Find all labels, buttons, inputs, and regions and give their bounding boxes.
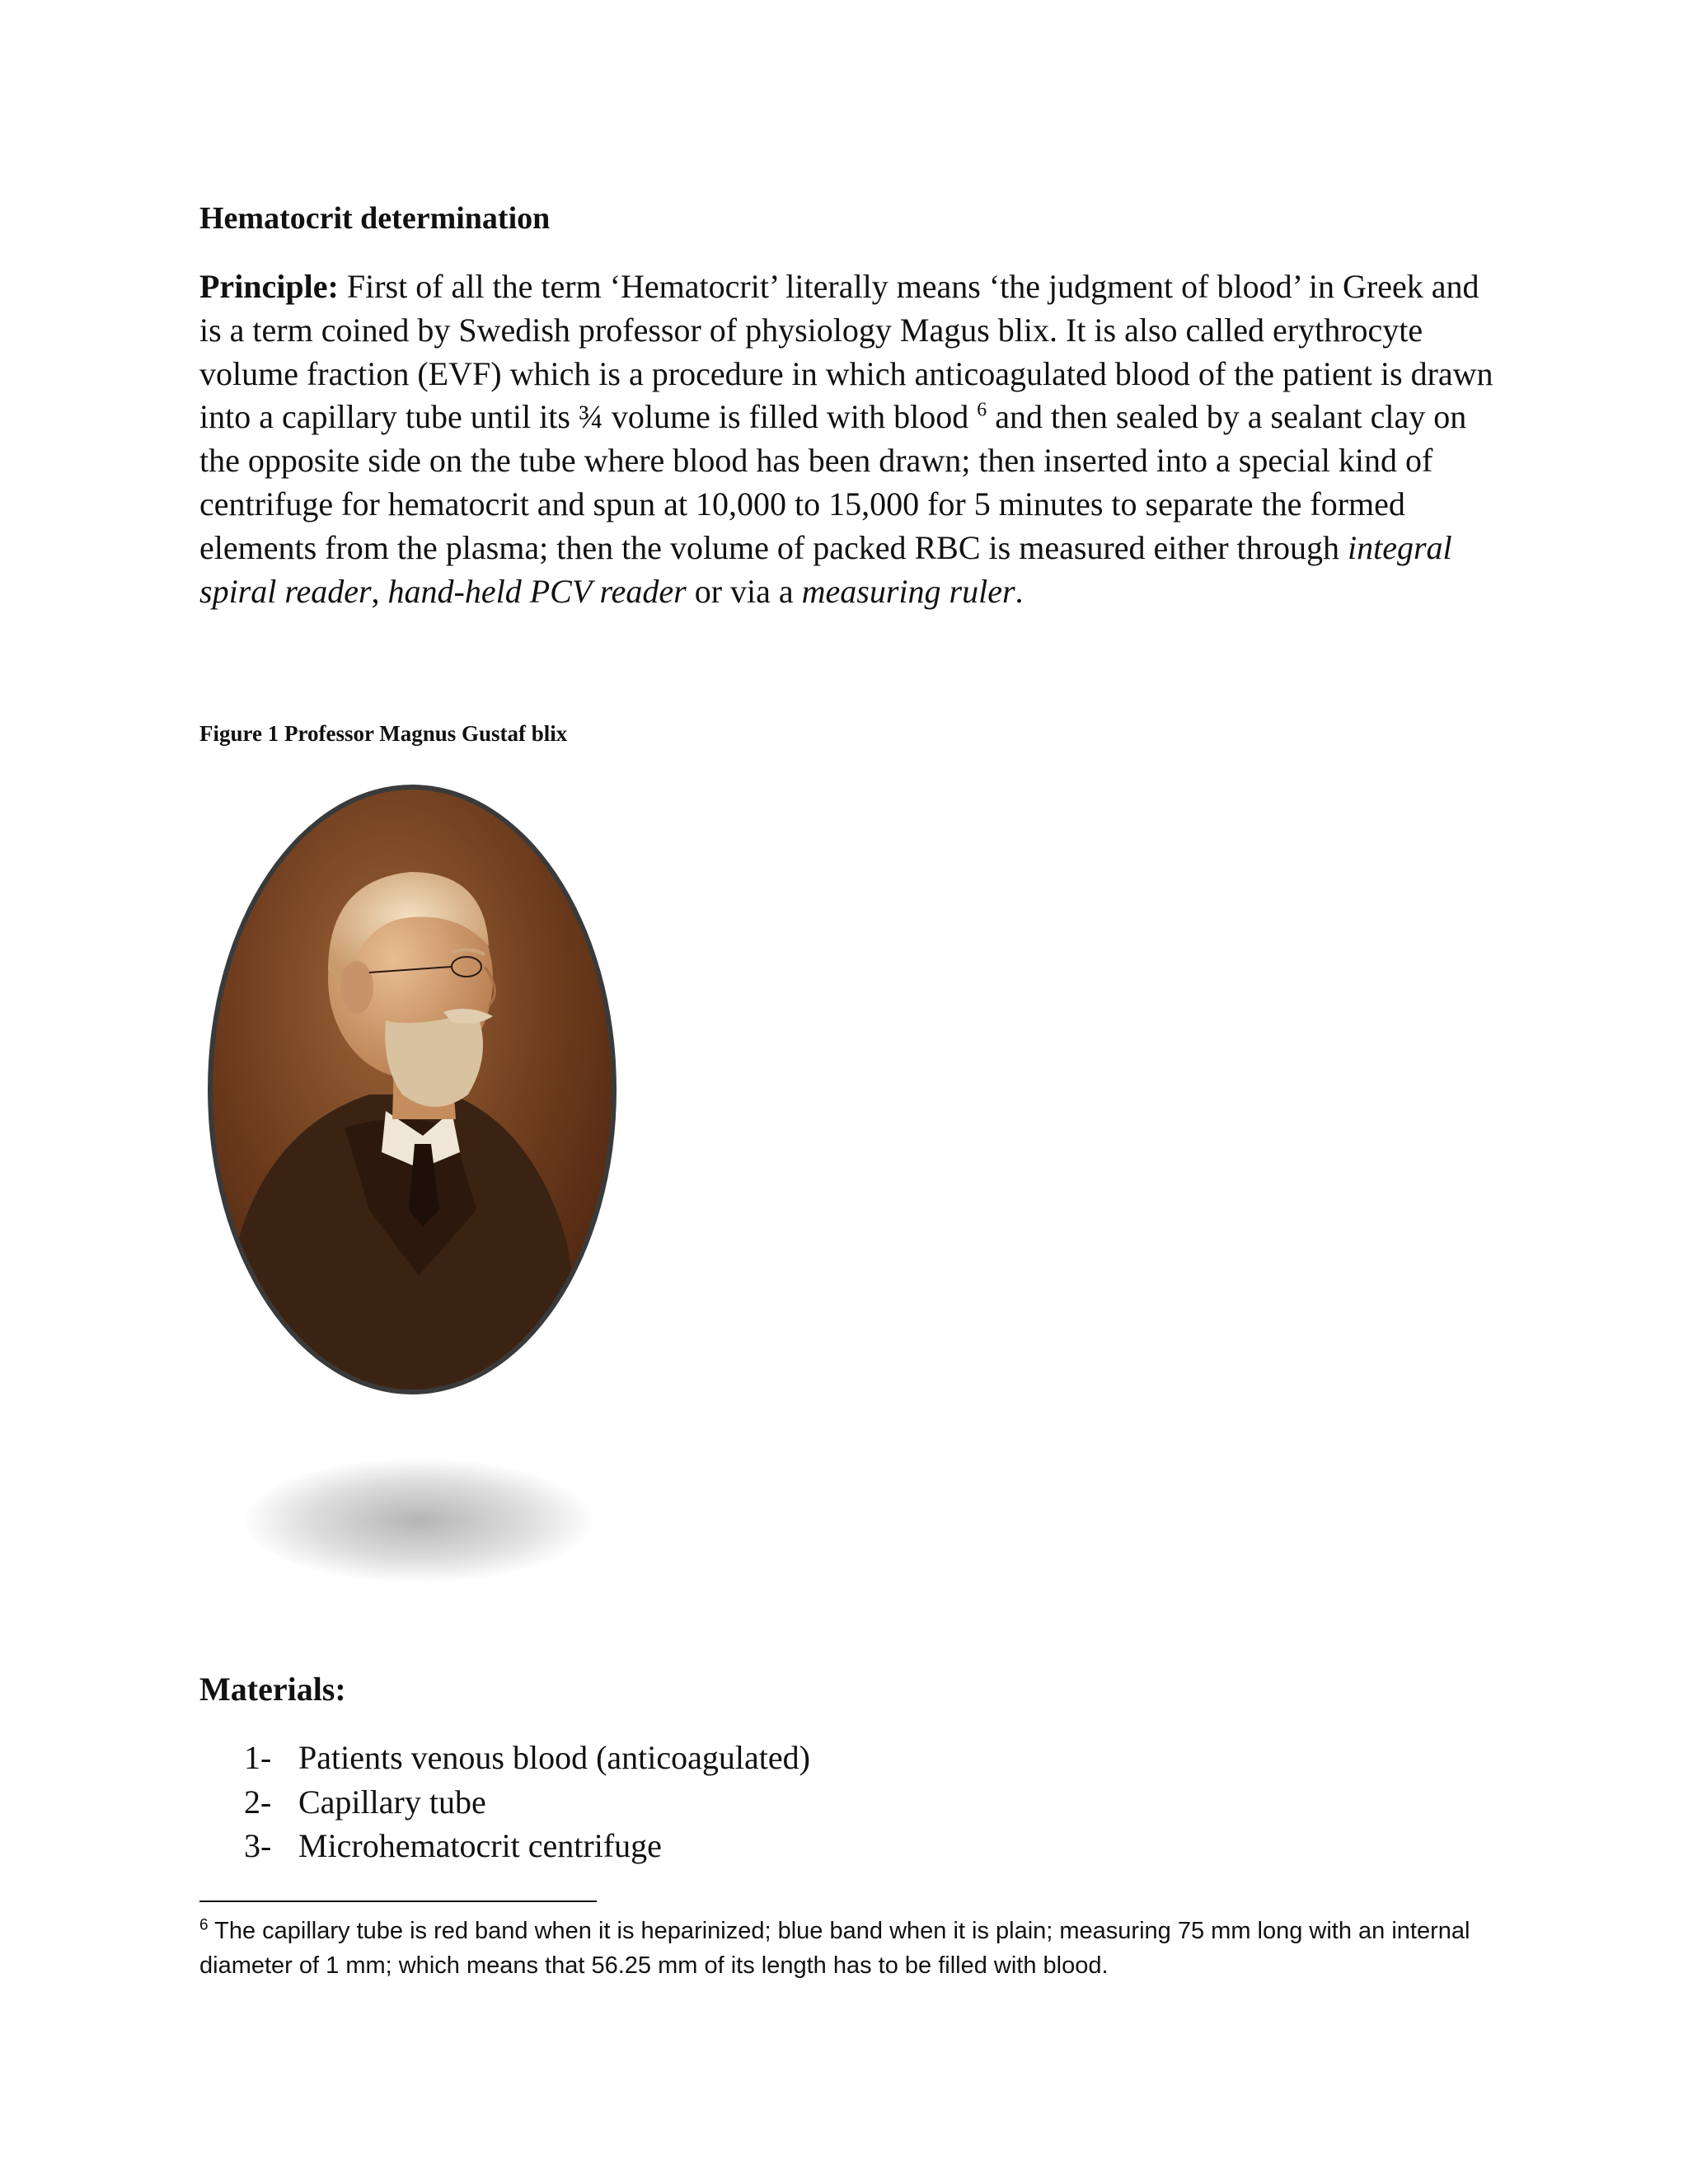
principle-label: Principle: <box>199 268 339 305</box>
footnote-reference[interactable]: 6 <box>977 400 987 422</box>
list-item-text: Patients venous blood (anticoagulated) <box>298 1739 810 1776</box>
portrait-shadow <box>246 1459 592 1582</box>
list-item-number: 3- <box>244 1827 272 1864</box>
portrait-image <box>204 781 620 1398</box>
materials-heading: Materials: <box>199 1671 346 1708</box>
list-item-number: 1- <box>244 1739 272 1776</box>
figure-caption: Figure 1 Professor Magnus Gustaf blix <box>199 721 568 746</box>
list-item <box>244 1824 810 1868</box>
italic-term-integral-spiral-reader: integral spiral reader <box>199 528 1452 610</box>
principle-separator-2: or via a <box>686 572 802 610</box>
principle-separator-1: , <box>371 572 388 610</box>
page-title: Hematocrit determination <box>199 201 551 236</box>
italic-term-hand-held-pcv-reader: hand-held PCV reader <box>387 572 687 610</box>
list-item <box>244 1780 810 1825</box>
italic-term-measuring-ruler: measuring ruler <box>801 572 1015 610</box>
footnote-text: The capillary tube is red band when it is heparinized; blue band when it is plain; measuring 75 mm long with an internal diameter of 1 mm; which means that 56.25 mm of its length has to be filled with blood. <box>199 1918 1470 1979</box>
list-item <box>244 1736 810 1780</box>
principle-paragraph <box>199 265 1502 613</box>
footnote-mark: 6 <box>199 1916 209 1934</box>
principle-end: . <box>1015 572 1024 610</box>
principle-text-2: and then sealed by a sealant clay on the opposite side on the tube where blood has been drawn; then inserted into a special kind of centrifuge for hematocrit and spun at 10,000 to 15,000 for 5 minutes to separate the formed elements from the plasma; then the volume of packed RBC is measured either through <box>199 398 1467 566</box>
list-item-text: Microhematocrit centrifuge <box>298 1827 662 1864</box>
list-item-text: Capillary tube <box>298 1783 486 1821</box>
footnote <box>199 1914 1485 1983</box>
materials-list <box>244 1736 810 1868</box>
principle-text-1: First of all the term ‘Hematocrit’ literally means ‘the judgment of blood’ in Greek and is a term coined by Swedish professor of physiology Magus blix. It is also called erythrocyte volume fraction (EVF) which is a procedure in which anticoagulated blood of the patient is drawn into a capillary tube until its ¾ volume is filled with blood <box>199 268 1493 436</box>
portrait-illustration <box>204 781 620 1398</box>
list-item-number: 2- <box>244 1783 272 1821</box>
footnote-divider <box>199 1900 597 1902</box>
